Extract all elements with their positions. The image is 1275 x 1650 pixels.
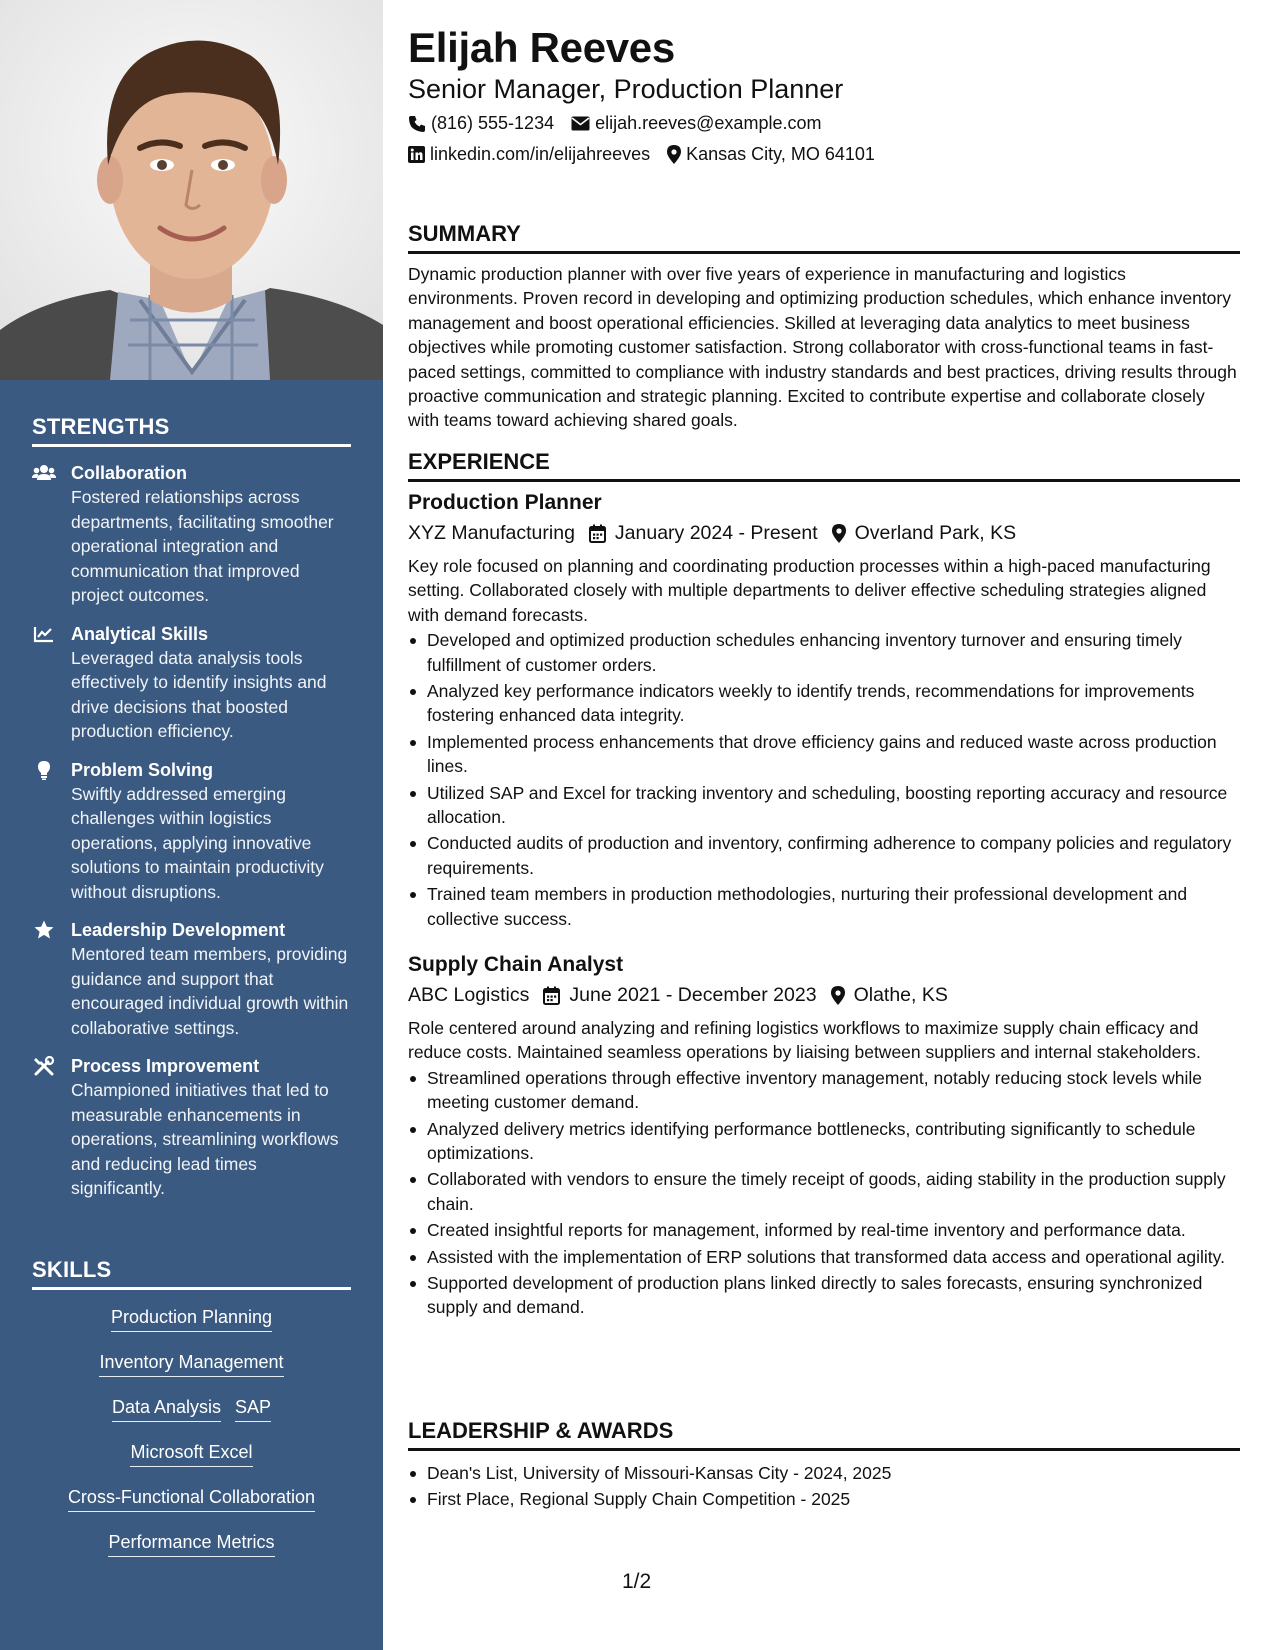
map-marker-icon xyxy=(831,986,845,1005)
job-bullet: Assisted with the implementation of ERP solutions that transformed data access and operational agility. xyxy=(408,1245,1240,1269)
strength-title: Process Improvement xyxy=(71,1056,260,1076)
job-bullets xyxy=(408,1066,1240,1320)
job-description: Role centered around analyzing and refining logistics workflows to maximize supply chain efficacy and reduce costs. Maintained seamless operations by liaising between suppliers and internal stakeholders. xyxy=(408,1018,1201,1063)
location-contact xyxy=(667,144,875,165)
strength-title: Problem Solving xyxy=(71,759,214,780)
skills-heading: SKILLS xyxy=(32,1257,351,1290)
job-bullets xyxy=(408,628,1240,931)
sidebar xyxy=(0,0,383,1650)
strength-description: Mentored team members, providing guidance and support that encouraged individual growth within collaborative settings. xyxy=(71,944,349,1038)
strength-title: Analytical Skills xyxy=(71,623,209,644)
job-dates-text: January 2024 - Present xyxy=(614,522,818,544)
chart-line-icon xyxy=(32,624,56,644)
job-bullet: Collaborated with vendors to ensure the timely receipt of goods, aiding stability in the production supply chain. xyxy=(408,1167,1240,1216)
job-bullet: Conducted audits of production and inventory, confirming adherence to company policies and regulatory requirements. xyxy=(408,831,1240,880)
job-bullet: Trained team members in production methodologies, nurturing their professional development and collective success. xyxy=(408,882,1240,931)
job-bullet: Supported development of production plans linked directly to sales forecasts, ensuring synchronized supply and demand. xyxy=(408,1271,1240,1320)
contact-row xyxy=(408,113,838,134)
star-icon xyxy=(32,920,56,940)
skill-tag: Microsoft Excel xyxy=(130,1439,252,1467)
phone-contact[interactable] xyxy=(408,113,554,134)
profile-photo xyxy=(0,0,383,380)
strength-item xyxy=(32,758,351,905)
strength-item xyxy=(32,461,351,608)
strength-title: Leadership Development xyxy=(71,920,286,940)
skill-tag: Inventory Management xyxy=(99,1349,283,1377)
skill-tag: Cross-Functional Collaboration xyxy=(68,1484,315,1512)
location-text: Kansas City, MO 64101 xyxy=(686,144,875,164)
job-bullet: Analyzed key performance indicators weekly to identify trends, recommendations for improvements fostering enhanced data integrity. xyxy=(408,679,1240,728)
skills-section xyxy=(32,1257,351,1574)
strengths-heading: STRENGTHS xyxy=(32,414,351,447)
page-number: 1/2 xyxy=(622,1570,652,1593)
job-entry xyxy=(408,950,1240,1322)
job-entry xyxy=(408,488,1240,933)
job-bullet: Developed and optimized production schedules enhancing inventory turnover and ensuring timely fulfillment of customer orders. xyxy=(408,628,1240,677)
email-address: elijah.reeves@example.com xyxy=(595,113,822,133)
job-dates xyxy=(589,518,818,548)
strength-description: Swiftly addressed emerging challenges within logistics operations, applying innovative solutions to maintain productivity without disruptions. xyxy=(71,783,324,902)
strength-item xyxy=(32,918,351,1040)
phone-number: (816) 555-1234 xyxy=(431,113,555,133)
strength-description: Championed initiatives that led to measurable enhancements in operations, streamlining workflows and reducing lead times significantly. xyxy=(71,1080,339,1198)
skills-list xyxy=(32,1304,351,1557)
job-location-text: Overland Park, KS xyxy=(854,522,1017,544)
linkedin-contact[interactable] xyxy=(408,144,650,165)
job-location xyxy=(831,980,948,1010)
phone-icon xyxy=(408,115,426,133)
job-bullet: Implemented process enhancements that drove efficiency gains and reduced waste across production lines. xyxy=(408,730,1240,779)
awards-list xyxy=(408,1461,1240,1514)
strength-description: Fostered relationships across departments, facilitating smoother operational integration and communication that improved project outcomes. xyxy=(71,487,334,605)
job-meta xyxy=(408,518,1240,548)
tools-icon xyxy=(32,1056,56,1076)
job-bullet: Analyzed delivery metrics identifying performance bottlenecks, contributing significantly to schedule optimizations. xyxy=(408,1117,1240,1166)
calendar-icon xyxy=(589,524,606,543)
summary-text: Dynamic production planner with over five years of experience in manufacturing and logistics environments. Proven record in developing and optimizing production schedules, which enhance inventory management and boost operational efficiencies. Skilled at leveraging data analytics to meet business objectives while promoting customer satisfaction. Strong collaborator with cross-functional teams in fast-paced settings, committed to compliance with industry standards and best practices, driving results through proactive communication and strategic planning. Excited to contribute expertise and collaborate closely with teams toward achieving shared goals. xyxy=(408,264,1237,431)
candidate-title: Senior Manager, Production Planner xyxy=(408,74,844,104)
experience-heading: EXPERIENCE xyxy=(408,449,1240,482)
strength-title: Collaboration xyxy=(71,463,187,483)
users-icon xyxy=(32,463,56,483)
map-marker-icon xyxy=(667,145,681,164)
calendar-icon xyxy=(543,986,560,1005)
job-title: Production Planner xyxy=(408,491,602,514)
envelope-icon xyxy=(571,116,590,131)
award-item: First Place, Regional Supply Chain Competition - 2025 xyxy=(408,1487,1240,1511)
contact-row xyxy=(408,144,892,165)
email-contact[interactable] xyxy=(571,113,821,134)
candidate-name: Elijah Reeves xyxy=(408,24,675,71)
job-location-text: Olathe, KS xyxy=(853,984,948,1006)
map-marker-icon xyxy=(832,524,846,543)
strength-description: Leveraged data analysis tools effectively to identify insights and drive decisions that boosted production efficiency. xyxy=(71,647,327,741)
strength-item xyxy=(32,1054,351,1201)
job-company: ABC Logistics xyxy=(408,984,530,1006)
linkedin-url: linkedin.com/in/elijahreeves xyxy=(430,144,651,164)
summary-heading: SUMMARY xyxy=(408,221,1240,254)
job-description: Key role focused on planning and coordinating production processes within a high-paced manufacturing setting. Collaborated closely with multiple departments to deliver effective scheduling strategies aligned with demand forecasts. xyxy=(408,556,1211,625)
job-title: Supply Chain Analyst xyxy=(408,953,624,976)
linkedin-icon xyxy=(408,146,425,163)
job-dates-text: June 2021 - December 2023 xyxy=(569,984,817,1006)
skill-tag: Performance Metrics xyxy=(108,1529,274,1557)
skill-tag: Production Planning xyxy=(111,1304,272,1332)
job-company: XYZ Manufacturing xyxy=(408,522,575,544)
job-meta xyxy=(408,980,1240,1010)
awards-heading: LEADERSHIP & AWARDS xyxy=(408,1418,1240,1451)
skill-tag: Data Analysis xyxy=(112,1394,221,1422)
job-bullet: Created insightful reports for management, informed by real-time inventory and performance data. xyxy=(408,1218,1240,1242)
job-dates xyxy=(543,980,816,1010)
job-location xyxy=(832,518,1016,548)
lightbulb-icon xyxy=(32,760,56,780)
strengths-section xyxy=(32,414,351,1201)
award-item: Dean's List, University of Missouri-Kansas City - 2024, 2025 xyxy=(408,1461,1240,1485)
job-bullet: Streamlined operations through effective inventory management, notably reducing stock levels while meeting customer demand. xyxy=(408,1066,1240,1115)
job-bullet: Utilized SAP and Excel for tracking inventory and scheduling, boosting reporting accuracy and resource allocation. xyxy=(408,781,1240,830)
strength-item xyxy=(32,622,351,744)
skill-tag: SAP xyxy=(235,1394,271,1422)
